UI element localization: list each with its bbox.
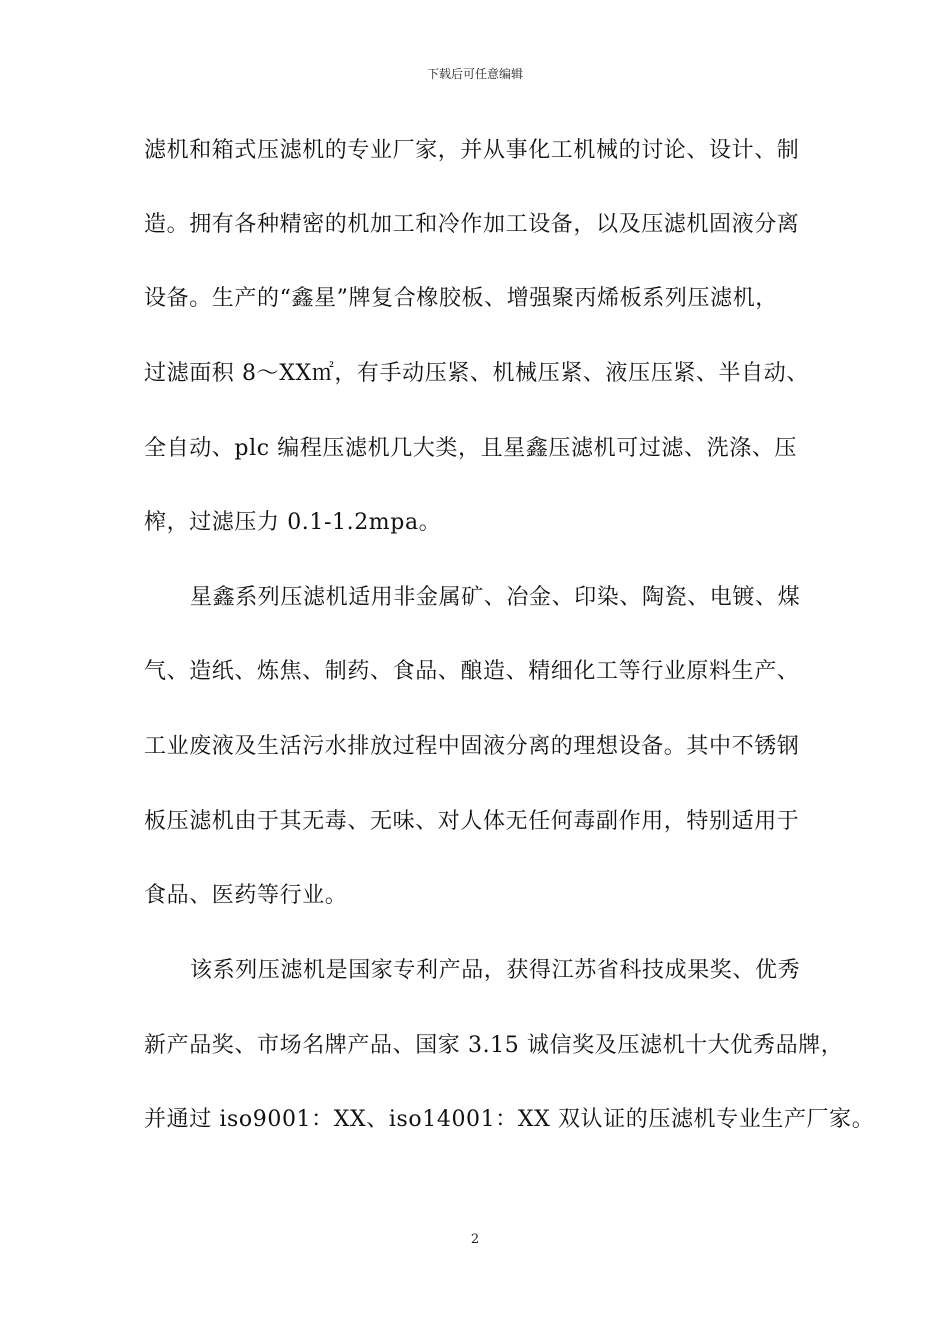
body-line: 设备。生产的“鑫星”牌复合橡胶板、增强聚丙烯板系列压滤机， bbox=[144, 286, 778, 311]
body-line: 该系列压滤机是国家专利产品，获得江苏省科技成果奖、优秀 bbox=[190, 958, 801, 983]
body-line: 新产品奖、市场名牌产品、国家 3.15 诚信奖及压滤机十大优秀品牌， bbox=[144, 1033, 844, 1058]
body-line: 滤机和箱式压滤机的专业厂家，并从事化工机械的讨论、设计、制 bbox=[144, 138, 800, 163]
body-line: 全自动、plc 编程压滤机几大类，且星鑫压滤机可过滤、洗涤、压 bbox=[144, 436, 798, 461]
page-number: 2 bbox=[470, 1232, 480, 1247]
body-line: 造。拥有各种精密的机加工和冷作加工设备，以及压滤机固液分离 bbox=[144, 212, 800, 237]
body-line: 气、造纸、炼焦、制药、食品、酿造、精细化工等行业原料生产、 bbox=[144, 659, 800, 684]
body-line: 并通过 iso9001：XX、iso14001：XX 双认证的压滤机专业生产厂家。 bbox=[144, 1107, 875, 1132]
body-line: 食品、医药等行业。 bbox=[144, 883, 348, 908]
body-line: 板压滤机由于其无毒、无味、对人体无任何毒副作用，特别适用于 bbox=[144, 809, 800, 834]
body-line: 过滤面积 8～XX㎡，有手动压紧、机械压紧、液压压紧、半自动、 bbox=[144, 361, 809, 386]
page-header: 下载后可任意编辑 bbox=[426, 67, 523, 81]
body-line: 榨，过滤压力 0.1-1.2mpa。 bbox=[144, 510, 442, 535]
body-line: 工业废液及生活污水排放过程中固液分离的理想设备。其中不锈钢 bbox=[144, 734, 800, 759]
body-line: 星鑫系列压滤机适用非金属矿、冶金、印染、陶瓷、电镀、煤 bbox=[190, 585, 801, 610]
